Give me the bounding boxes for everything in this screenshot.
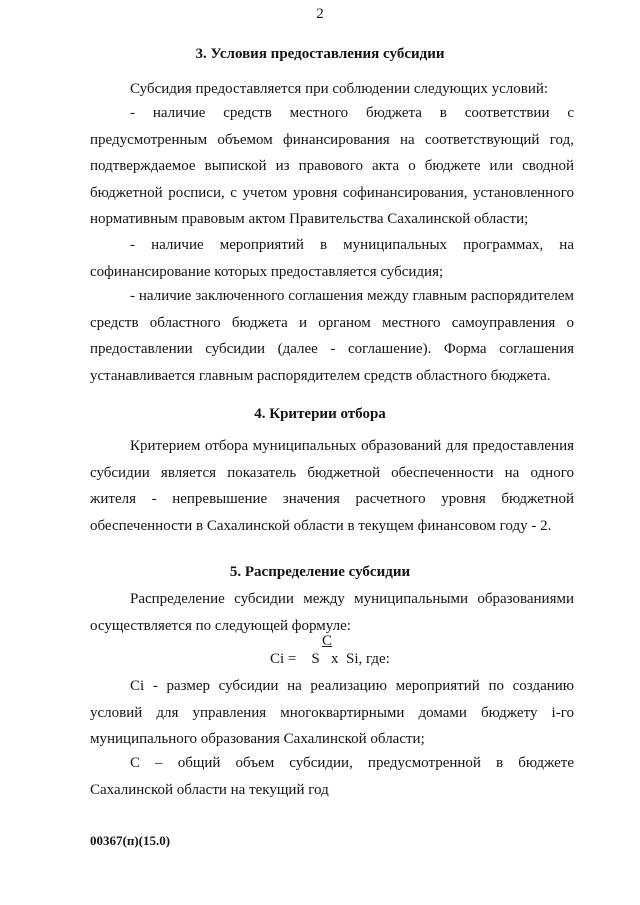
section-3-intro: Субсидия предоставляется при соблюдении следующих условий:	[130, 81, 549, 97]
condition-item-3: - наличие заключенного соглашения между главным распорядителем средств областного бюджета и органом местного самоуправления о предоставлении субсидии (далее - соглашение). Форма соглашения устанавливается главным распорядителем средств областного бюджета.	[90, 288, 574, 384]
definition-ci: Ci - размер субсидии на реализацию мероприятий по созданию условий для управления многоквартирными домами бюджету i-го муниципального образования Сахалинской области;	[90, 678, 574, 747]
distribution-formula	[270, 633, 490, 673]
section-5-heading: 5. Распределение субсидии	[229, 564, 411, 580]
document-code: 00367(п)(15.0)	[90, 833, 171, 848]
formula-numerator: C	[322, 633, 333, 649]
section-5-intro: Распределение субсидии между муниципальными образованиями осуществляется по следующей формуле:	[90, 591, 574, 634]
formula-line: Ci = S x Si, где:	[270, 651, 390, 667]
page-number: 2	[316, 6, 324, 22]
section-3-heading: 3. Условия предоставления субсидии	[195, 46, 445, 62]
condition-item-2: - наличие мероприятий в муниципальных программах, на софинансирование которых предоставляется субсидия;	[90, 237, 574, 280]
definition-c: C – общий объем субсидии, предусмотренной в бюджете Сахалинской области на текущий год	[90, 755, 574, 798]
condition-item-1: - наличие средств местного бюджета в соответствии с предусмотренным объемом финансирования на соответствующий год, подтверждаемое выпиской из правового акта о бюджете или сводной бюджетной росписи, с учетом уровня софинансирования, установленного нормативным правовым актом Правительства Сахалинской области;	[90, 105, 574, 227]
section-4-text: Критерием отбора муниципальных образований для предоставления субсидии является показатель бюджетной обеспеченности на одного жителя - непревышение значения расчетного уровня бюджетной обеспеченности в Сахалинской области в текущем финансовом году - 2.	[90, 438, 574, 534]
section-4-heading: 4. Критерии отбора	[254, 406, 386, 422]
